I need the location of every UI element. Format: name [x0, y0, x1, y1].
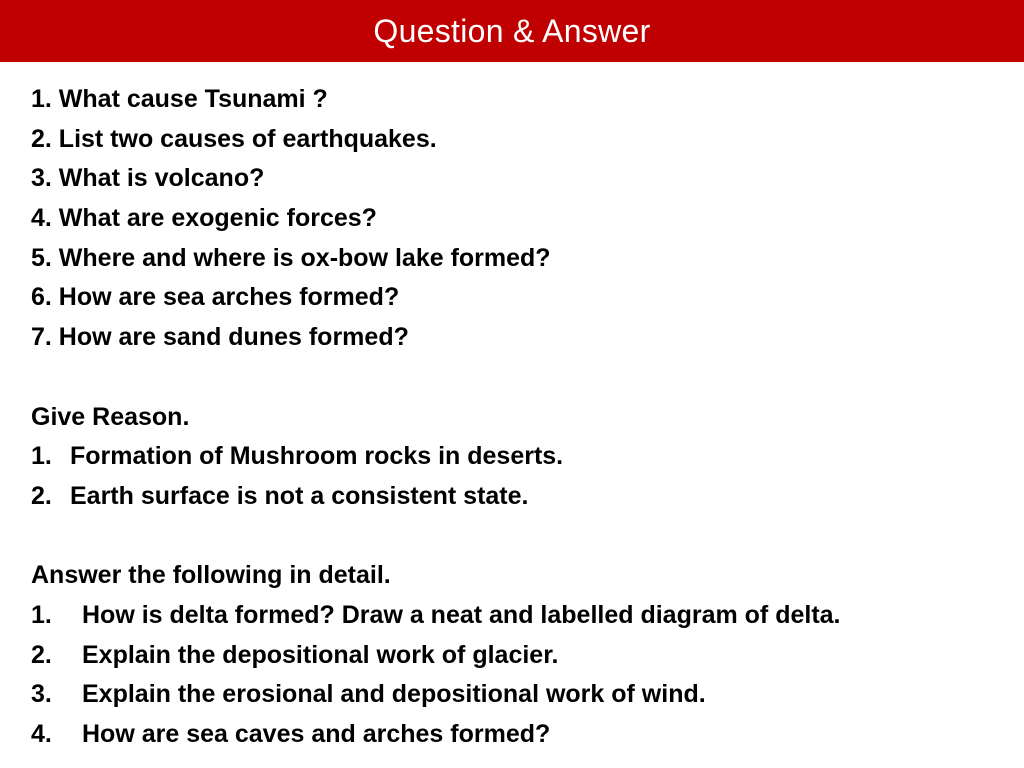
detail-item	[31, 715, 1011, 755]
detail-number: 2.	[31, 640, 52, 669]
detail-number: 1.	[31, 600, 52, 629]
detail-item	[31, 675, 1011, 715]
detail-text: How is delta formed? Draw a neat and labelled diagram of delta.	[82, 600, 841, 629]
question-item: 5. Where and where is ox-bow lake formed?	[31, 243, 551, 272]
give-reason-heading: Give Reason.	[31, 402, 190, 431]
slide-body	[31, 80, 1011, 755]
spacer	[31, 358, 1011, 398]
detail-text: Explain the depositional work of glacier.	[82, 640, 559, 669]
question-item: 2. List two causes of earthquakes.	[31, 124, 437, 153]
question-item: 3. What is volcano?	[31, 164, 265, 193]
detail-text: How are sea caves and arches formed?	[82, 720, 551, 748]
answer-detail-heading: Answer the following in detail.	[31, 561, 391, 590]
question-item: 7. How are sand dunes formed?	[31, 323, 409, 352]
reason-number: 1.	[31, 442, 52, 471]
reason-item	[31, 477, 1011, 517]
detail-item	[31, 636, 1011, 676]
slide-title: Question & Answer	[373, 12, 651, 49]
detail-number: 4.	[31, 720, 52, 748]
detail-text: Explain the erosional and depositional work of wind.	[82, 680, 706, 709]
reason-number: 2.	[31, 481, 52, 510]
detail-number: 3.	[31, 680, 52, 709]
question-item: 6. How are sea arches formed?	[31, 283, 400, 312]
reason-item	[31, 437, 1011, 477]
detail-item	[31, 596, 1011, 636]
spacer	[31, 517, 1011, 557]
reason-text: Earth surface is not a consistent state.	[70, 481, 529, 510]
question-item: 1. What cause Tsunami ?	[31, 85, 328, 113]
reason-text: Formation of Mushroom rocks in deserts.	[70, 442, 564, 471]
title-bar	[0, 0, 1024, 62]
question-item: 4. What are exogenic forces?	[31, 204, 377, 233]
